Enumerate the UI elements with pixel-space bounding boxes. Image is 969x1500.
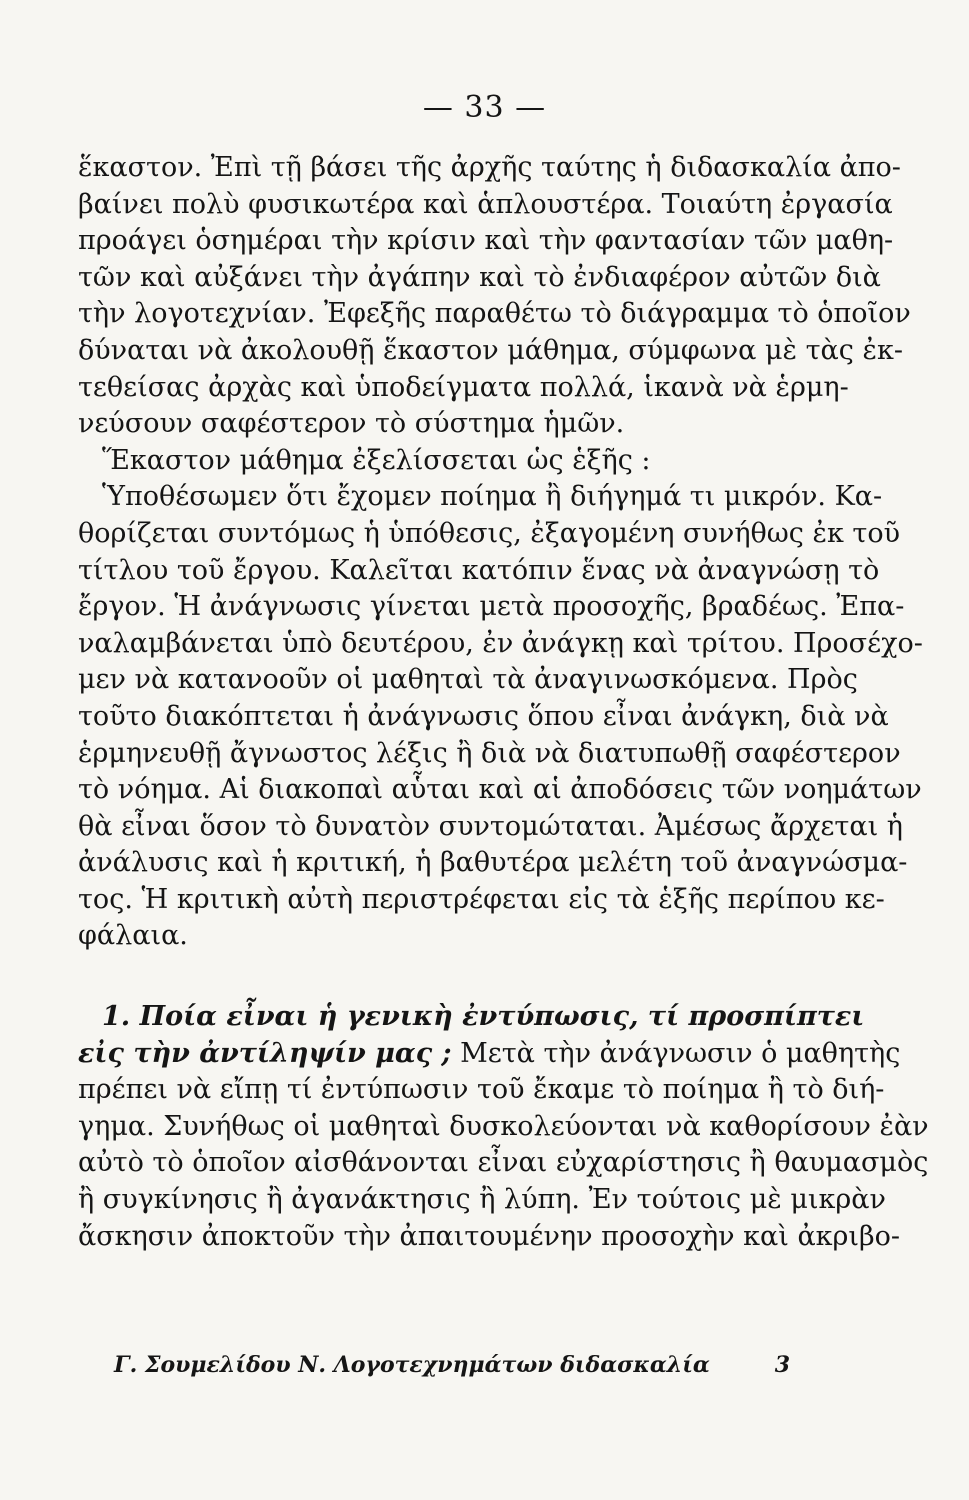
text-line: τὸ νόημα. Αἱ διακοπαὶ αὗται καὶ αἱ ἀποδόσεις τῶν νοημάτων [78, 774, 922, 806]
text-line: βαίνει πολὺ φυσικωτέρα καὶ ἁπλουστέρα. Τοιαύτη ἐργασία [78, 188, 893, 220]
footer-signature: Γ. Σουμελίδου Ν. Λογοτεχνημάτων διδασκαλία [114, 1352, 710, 1378]
text-line: φάλαια. [78, 920, 188, 952]
text-line [78, 1036, 901, 1073]
text-line: τεθείσας ἀρχὰς καὶ ὑποδείγματα πολλά, ἱκανὰ νὰ ἑρμη- [78, 371, 849, 403]
text-line: τος. Ἡ κριτικὴ αὐτὴ περιστρέφεται εἰς τὰ ἑξῆς περίπου κε- [78, 883, 885, 915]
text-line: θορίζεται συντόμως ἡ ὑπόθεσις, ἐξαγομένη συνήθως ἐκ τοῦ [78, 517, 901, 549]
section-text: Μετὰ τὴν ἀνάγνωσιν ὁ μαθητὴς [451, 1037, 901, 1069]
text-line: ἕκαστον. Ἐπὶ τῇ βάσει τῆς ἀρχῆς ταύτης ἡ διδασκαλία ἀπο- [78, 152, 901, 183]
text-line: μεν νὰ κατανοοῦν οἱ μαθηταὶ τὰ ἀναγινωσκόμενα. Πρὸς [78, 664, 858, 696]
section-heading: 1. Ποία εἶναι ἡ γενικὴ ἐντύπωσις, τί προσπίπτει [102, 1001, 865, 1033]
text-line: Ὑποθέσωμεν ὅτι ἔχομεν ποίημα ἢ διήγημά τι μικρόν. Κα- [102, 481, 883, 513]
text-line: πρέπει νὰ εἴπῃ τί ἐντύπωσιν τοῦ ἔκαμε τὸ ποίημα ἢ τὸ διή- [78, 1074, 885, 1106]
text-line: θὰ εἶναι ὅσον τὸ δυνατὸν συντομώταται. Ἀμέσως ἄρχεται ἡ [78, 810, 903, 842]
text-line: ἀνάλυσις καὶ ἡ κριτική, ἡ βαθυτέρα μελέτη τοῦ ἀναγνώσμα- [78, 847, 908, 879]
text-line: ἄσκησιν ἀποκτοῦν τὴν ἀπαιτουμένην προσοχὴν καὶ ἀκριβο- [78, 1220, 900, 1252]
text-line: τῶν καὶ αὐξάνει τὴν ἀγάπην καὶ τὸ ἐνδιαφέρον αὐτῶν διὰ [78, 261, 881, 293]
text-line: προάγει ὁσημέραι τὴν κρίσιν καὶ τὴν φαντασίαν τῶν μαθη- [78, 225, 894, 257]
text-line: τοῦτο διακόπτεται ἡ ἀνάγνωσις ὅπου εἶναι ἀνάγκη, διὰ νὰ [78, 700, 889, 732]
text-line: αὐτὸ τὸ ὁποῖον αἰσθάνονται εἶναι εὐχαρίστησις ἢ θαυμασμὸς [78, 1147, 929, 1179]
text-line: τίτλου τοῦ ἔργου. Καλεῖται κατόπιν ἕνας νὰ ἀναγνώσῃ τὸ [78, 554, 880, 586]
text-line: ἢ συγκίνησις ἢ ἀγανάκτησις ἢ λύπη. Ἐν τούτοις μὲ μικρὰν [78, 1184, 886, 1216]
text-line: νεύσουν σαφέστερον τὸ σύστημα ἡμῶν. [78, 408, 625, 440]
text-line: δύναται νὰ ἀκολουθῇ ἕκαστον μάθημα, σύμφωνα μὲ τὰς ἐκ- [78, 334, 903, 366]
section-gap [78, 955, 838, 999]
text-line: γημα. Συνήθως οἱ μαθηταὶ δυσκολεύονται νὰ καθορίσουν ἐὰν [78, 1110, 929, 1142]
page-footer [114, 1352, 790, 1378]
text-line: τὴν λογοτεχνίαν. Ἐφεξῆς παραθέτω τὸ διάγραμμα τὸ ὁποῖον [78, 298, 911, 330]
text-line: ἑρμηνευθῇ ἄγνωστος λέξις ἢ διὰ νὰ διατυπωθῇ σαφέστερον [78, 737, 901, 769]
body-text [78, 150, 929, 1255]
text-line: ναλαμβάνεται ὑπὸ δευτέρου, ἐν ἀνάγκῃ καὶ τρίτου. Προσέχο- [78, 627, 923, 659]
page-number: — 33 — [422, 90, 547, 125]
text-line: ἔργον. Ἡ ἀνάγνωσις γίνεται μετὰ προσοχῆς, βραδέως. Ἐπα- [78, 591, 905, 623]
text-line: Ἕκαστον μάθημα ἐξελίσσεται ὡς ἑξῆς : [102, 444, 651, 476]
sheet-number: 3 [774, 1352, 790, 1378]
section-heading-continuation: εἰς τὴν ἀντίληψίν μας ; [78, 1037, 452, 1069]
